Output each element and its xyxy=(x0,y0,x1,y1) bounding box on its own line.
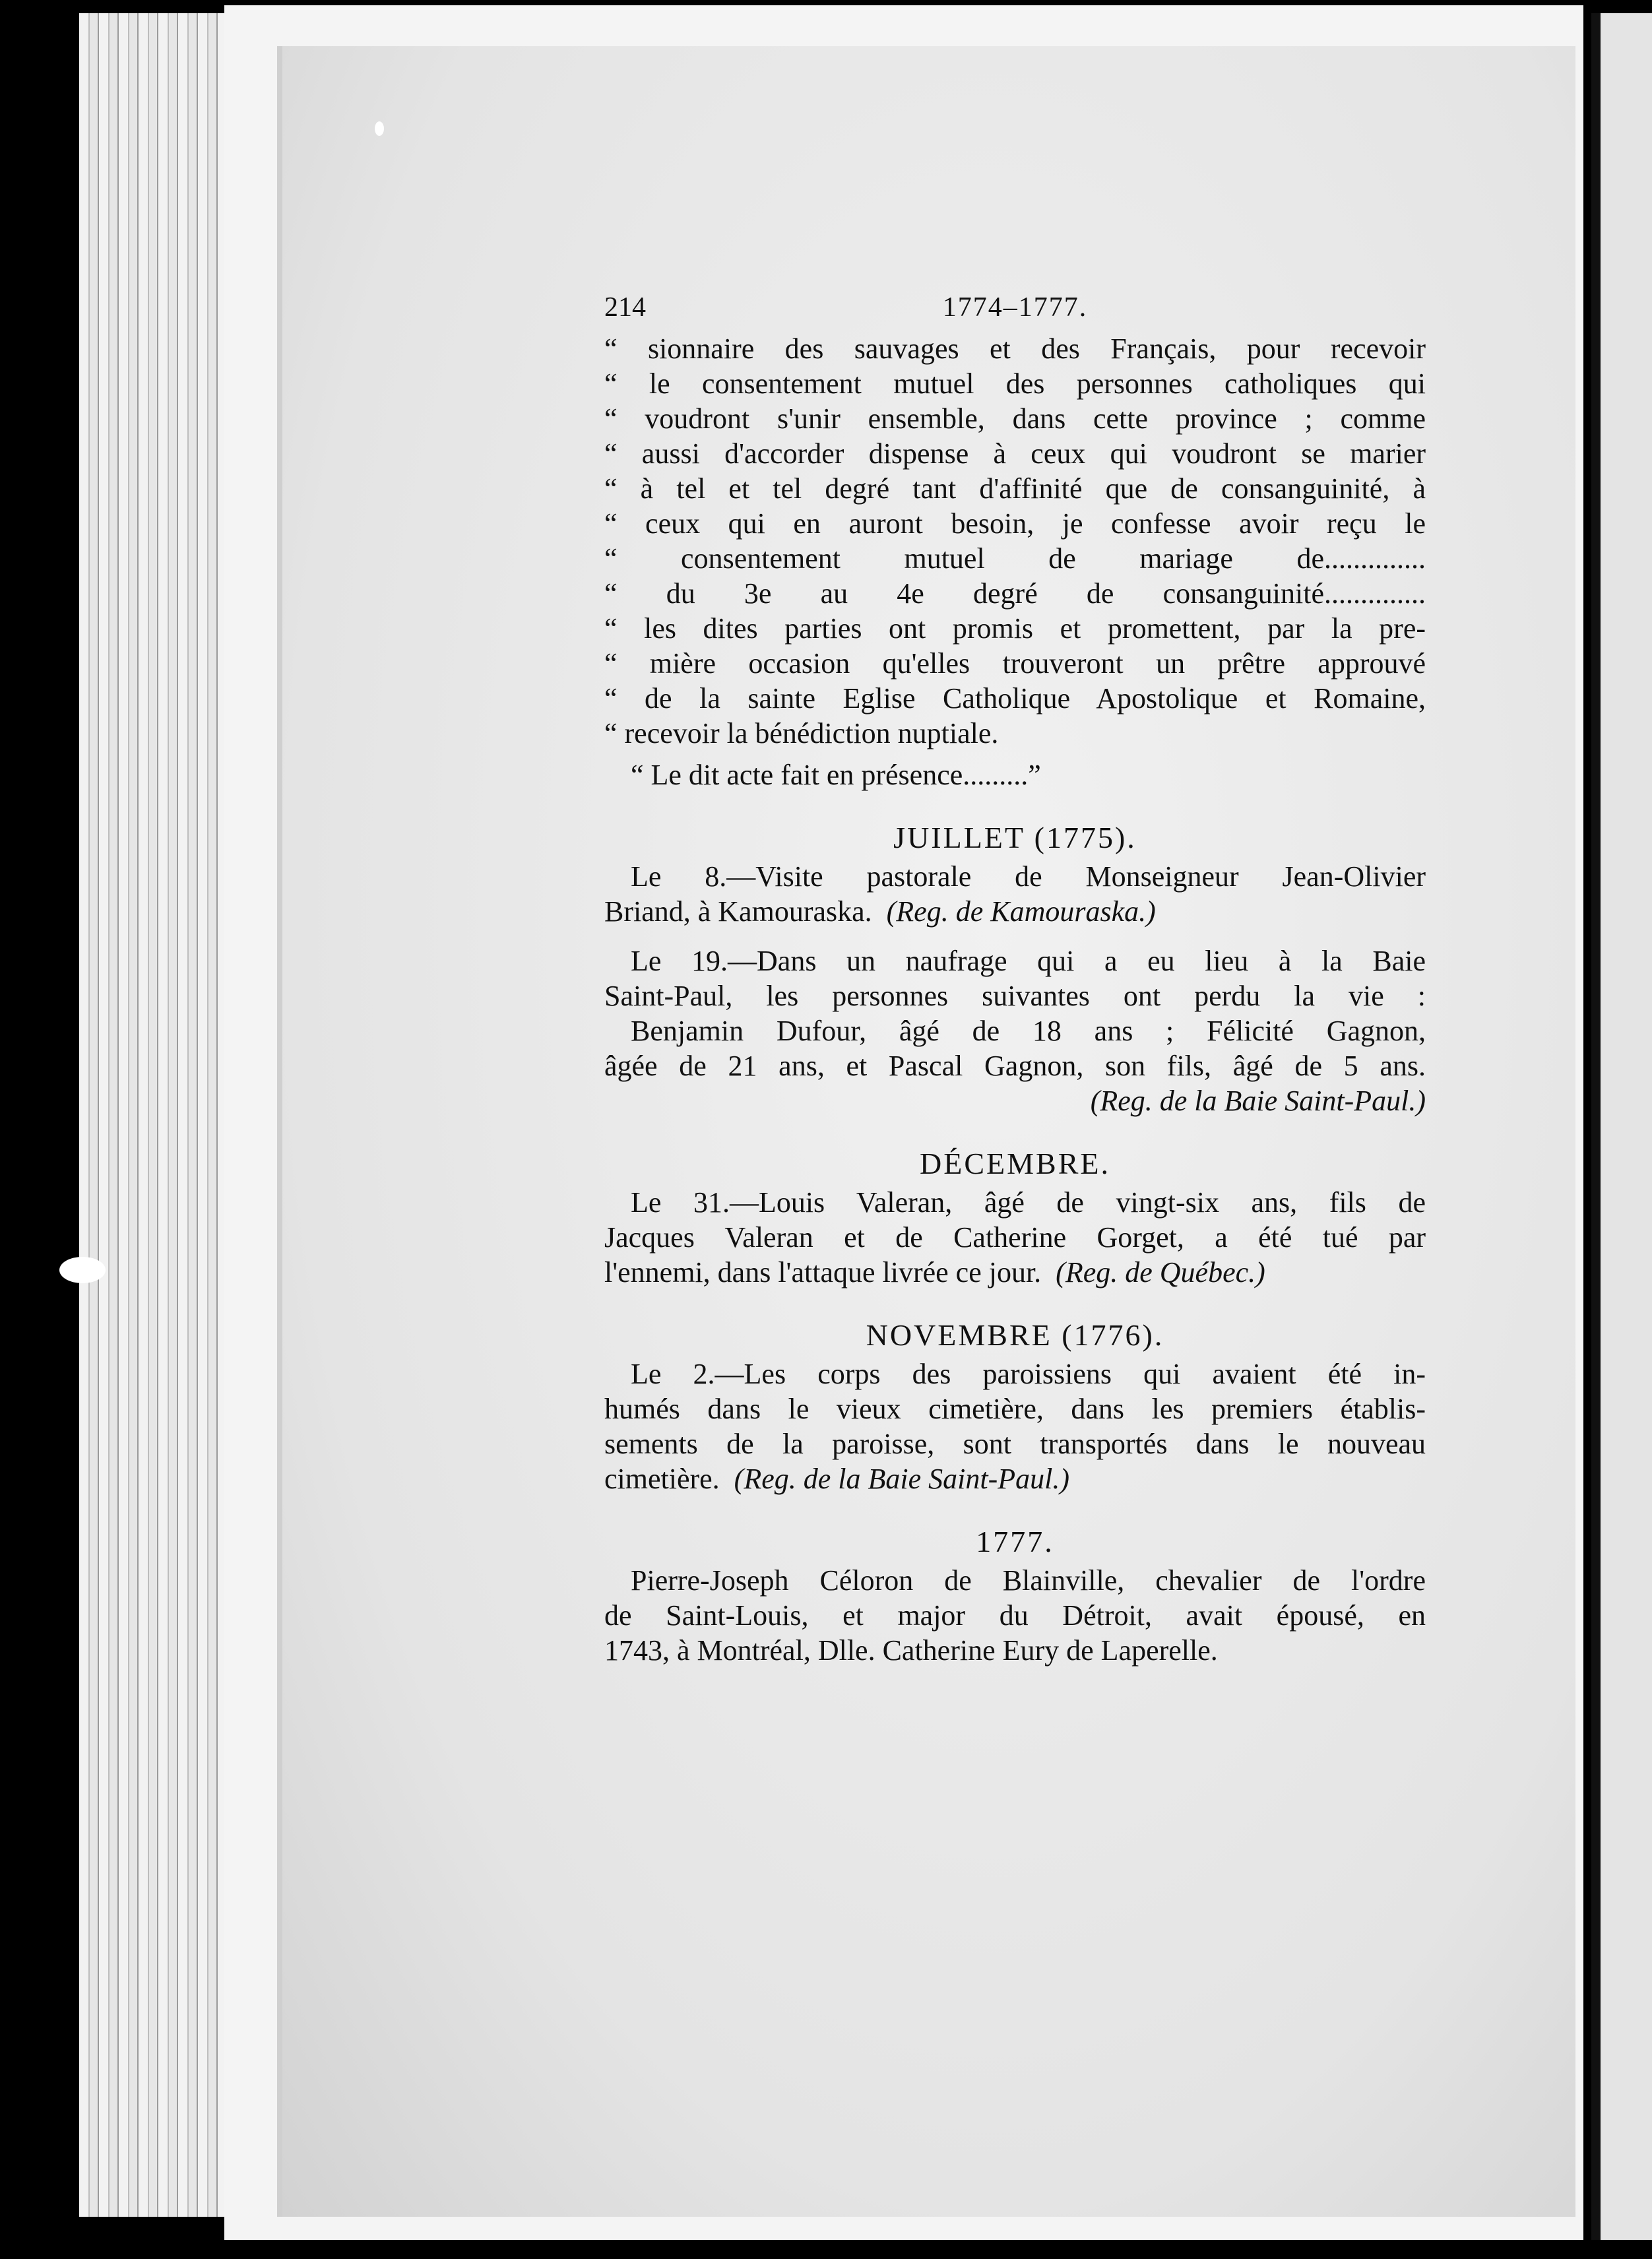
section-heading-1777: 1777. xyxy=(976,1525,1054,1558)
section-heading-novembre: NOVEMBRE (1776). xyxy=(866,1318,1164,1352)
entry-novembre-2 xyxy=(604,1356,1426,1496)
quote-line: “ à tel et tel degré tant d'affinité que de consanguinité, à xyxy=(604,472,1426,505)
quote-line: “ le consentement mutuel des personnes catholiques qui xyxy=(604,367,1426,400)
entry-line: Le 19.—Dans un naufrage qui a eu lieu à la Baie xyxy=(631,945,1426,977)
quote-closing: “ Le dit acte fait en présence.........” xyxy=(631,759,1041,791)
quote-line: “ recevoir la bénédiction nuptiale. xyxy=(604,717,999,749)
entry-line: cimetière. xyxy=(604,1463,720,1495)
scan-border xyxy=(0,2240,1652,2259)
scan-speck xyxy=(375,121,384,136)
quote-line: “ de la sainte Eglise Catholique Apostolique et Romaine, xyxy=(604,682,1426,715)
quote-line: “ consentement mutuel de mariage de.............. xyxy=(604,542,1426,575)
entry-decembre-31 xyxy=(604,1185,1426,1290)
running-head xyxy=(604,290,1426,331)
entry-line: humés dans le vieux cimetière, dans les premiers établis- xyxy=(604,1393,1426,1425)
quote-line: “ sionnaire des sauvages et des Français, pour recevoir xyxy=(604,333,1426,365)
quote-line: “ du 3e au 4e degré de consanguinité.............. xyxy=(604,577,1426,610)
page-text xyxy=(604,290,1426,1682)
entry-line: Briand, à Kamouraska. xyxy=(604,895,872,928)
quote-line: “ ceux qui en auront besoin, je confesse avoir reçu le xyxy=(604,507,1426,540)
entry-line: Le 8.—Visite pastorale de Monseigneur Jean-Olivier xyxy=(631,860,1426,893)
register-reference: (Reg. de Kamouraska.) xyxy=(886,895,1156,928)
entry-line: Pierre-Joseph Céloron de Blainville, chevalier de l'ordre xyxy=(631,1564,1426,1597)
running-title: 1774–1777. xyxy=(942,292,1088,323)
section-heading-juillet: JUILLET (1775). xyxy=(893,821,1137,854)
register-reference: (Reg. de la Baie Saint-Paul.) xyxy=(734,1463,1069,1495)
quote-line: “ aussi d'accorder dispense à ceux qui voudront se marier xyxy=(604,437,1426,470)
entry-line: Le 2.—Les corps des paroissiens qui avaient été in- xyxy=(631,1358,1426,1390)
entry-1777 xyxy=(604,1563,1426,1668)
entry-line: 1743, à Montréal, Dlle. Catherine Eury de Laperelle. xyxy=(604,1634,1218,1667)
page-number: 214 xyxy=(604,292,646,323)
entry-line: Le 31.—Louis Valeran, âgé de vingt-six ans, fils de xyxy=(631,1186,1426,1219)
register-reference: (Reg. de Québec.) xyxy=(1056,1256,1265,1289)
scan-speck xyxy=(59,1257,106,1283)
entry-line: sements de la paroisse, sont transportés dans le nouveau xyxy=(604,1428,1426,1460)
section-heading-decembre: DÉCEMBRE. xyxy=(920,1147,1110,1180)
entry-juillet-19 xyxy=(604,943,1426,1118)
register-reference: (Reg. de la Baie Saint-Paul.) xyxy=(1090,1085,1426,1117)
quoted-certificate xyxy=(604,331,1426,792)
entry-line: Jacques Valeran et de Catherine Gorget, a été tué par xyxy=(604,1221,1426,1254)
entry-line: l'ennemi, dans l'attaque livrée ce jour. xyxy=(604,1256,1042,1289)
entry-line: âgée de 21 ans, et Pascal Gagnon, son fils, âgé de 5 ans. xyxy=(604,1050,1426,1082)
quote-line: “ mière occasion qu'elles trouveront un prêtre approuvé xyxy=(604,647,1426,680)
entry-line: de Saint-Louis, et major du Détroit, avait épousé, en xyxy=(604,1599,1426,1632)
facing-page-edge xyxy=(1591,13,1652,2243)
entry-line: Saint-Paul, les personnes suivantes ont perdu la vie : xyxy=(604,980,1426,1012)
entry-juillet-8 xyxy=(604,859,1426,929)
entry-line: Benjamin Dufour, âgé de 18 ans ; Félicité Gagnon, xyxy=(631,1015,1426,1047)
quote-line: “ voudront s'unir ensemble, dans cette province ; comme xyxy=(604,402,1426,435)
quote-line: “ les dites parties ont promis et promettent, par la pre- xyxy=(604,612,1426,645)
